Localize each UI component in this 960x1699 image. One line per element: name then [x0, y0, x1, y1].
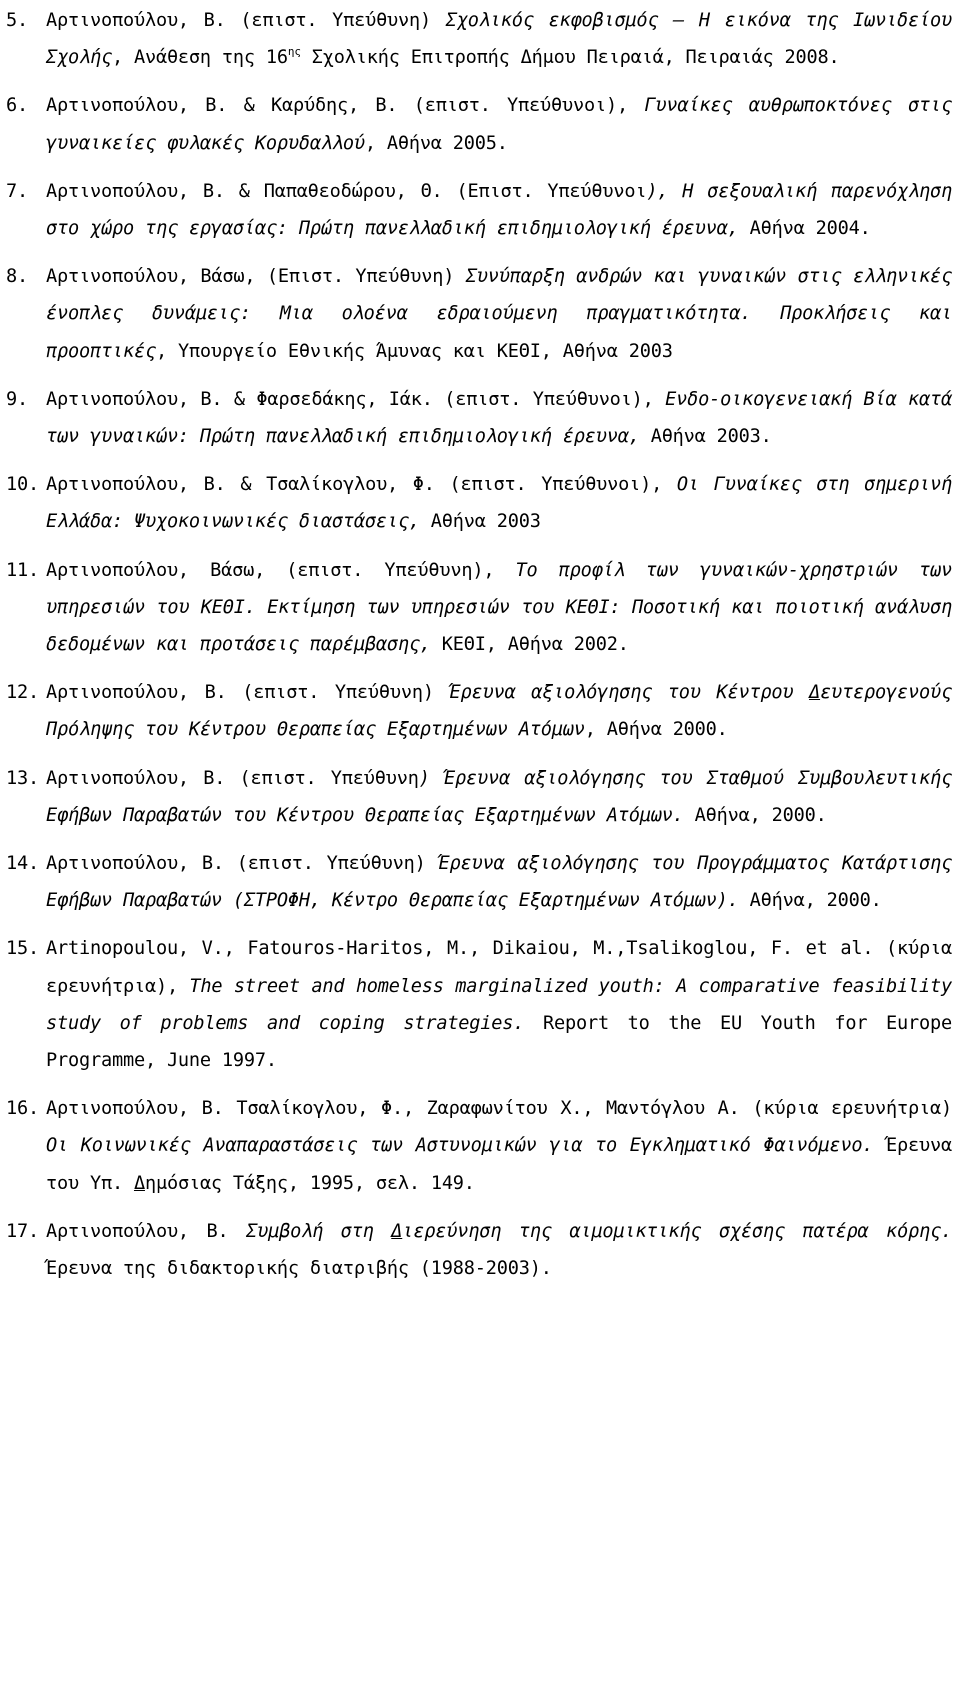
entry-text [46, 768, 952, 826]
italic-title-text: Γυναίκες αυθρωποκτόνες στις γυναικείες φυλακές Κορυδαλλού [46, 95, 952, 154]
entry-text [46, 1098, 952, 1193]
italic-title-text: Ενδο-οικογενειακή Βία κατά των γυναικών: Πρώτη πανελλαδική επιδημιολογική έρευνα, [46, 388, 952, 448]
entry-text [46, 95, 952, 153]
bibliography-entry [6, 552, 952, 664]
plain-text: Αθήνα 2003 [419, 511, 541, 533]
italic-title-text: Το προφίλ των γυναικών-χρηστριών των υπηρεσιών του ΚΕΘΙ. [46, 559, 952, 618]
entry-text [46, 938, 952, 1071]
italic-title-text: Οι Γυναίκες στη σημερινή Ελλάδα: Ψυχοκοινωνικές διαστάσεις, [46, 474, 952, 533]
bibliography-entry [6, 845, 952, 919]
entry-number: 16. [6, 1098, 39, 1120]
bibliography-entry [6, 674, 952, 748]
plain-text: Report to the EU Youth for Europe Programme, June 1997. [46, 1012, 952, 1072]
plain-text: Αθήνα, 2000. [738, 890, 882, 912]
italic-title-text: Έρευνα αξιολόγησης του Προγράμματος Κατάρτισης Εφήβων Παραβατών (ΣΤΡΟΦΗ, Κέντρο Θεραπείας Εξαρτημένων Ατόμων). [46, 853, 952, 912]
plain-text: Αρτινοπούλου, Β. & Τσαλίκογλου, Φ. (επιστ. Υπεύθυνοι), [46, 474, 677, 496]
plain-text: Έρευνα του Υπ. [46, 1135, 952, 1194]
italic-title-text: Συνύπαρξη ανδρών και γυναικών στις ελληνικές ένοπλες δυνάμεις: Μια ολοένα εδραιούμενη πραγματικότητα. [46, 266, 952, 325]
italic-title-text: ευτερογενούς Πρόληψης του Κέντρου Θεραπείας Εξαρτημένων Ατόμων [46, 682, 952, 741]
entry-number: 11. [6, 559, 39, 581]
entry-text [46, 853, 952, 911]
plain-text: Αρτινοπούλου, Β. (επιστ. Υπεύθυνη [46, 767, 419, 789]
plain-text: ΚΕΘΙ, Αθήνα 2002. [430, 634, 629, 656]
plain-text [256, 597, 267, 618]
entry-number: 8. [6, 266, 28, 288]
italic-title-text: Συμβολή στη [246, 1220, 392, 1242]
bibliography-entry [6, 1213, 952, 1287]
italic-title-text: ) Έρευνα αξιολόγησης του Σταθμού Συμβουλευτικής Εφήβων Παραβατών του Κέντρου Θεραπείας Εξαρτημένων Ατόμων. [46, 767, 952, 826]
bibliography-entry [6, 381, 952, 455]
plain-text: Έρευνα της διδακτορικής διατριβής (1988-2003). [46, 1258, 552, 1280]
plain-text: , Υπουργείο Εθνικής Άμυνας και ΚΕΘΙ, Αθήνα 2003 [155, 340, 673, 362]
plain-text: ης [287, 45, 301, 59]
entry-text [46, 389, 952, 447]
italic-title-text: Εκτίμηση των υπηρεσιών του ΚΕΘΙ: Ποσοτική και ποιοτική ανάλυση δεδομένων και προτάσεις παρέμβασης, [46, 596, 952, 656]
italic-title-text: Έρευνα αξιολόγησης του Κέντρου [449, 682, 810, 704]
bibliography-entry [6, 930, 952, 1079]
plain-text: Αρτινοπούλου, Β. (επιστ. Υπεύθυνη) [46, 853, 439, 875]
bibliography-entry [6, 258, 952, 370]
italic-title-text: Σχολικός εκφοβισμός – Η εικόνα της Ιωνιδείου Σχολής [46, 10, 952, 69]
italic-title-text: ), Η σεξουαλική παρενόχληση στο χώρο της εργασίας: Πρώτη πανελλαδική επιδημιολογική έρευνα, [46, 180, 952, 240]
entry-text [46, 266, 952, 361]
entry-text [46, 560, 952, 655]
plain-text: , Ανάθεση της 16 [111, 47, 288, 69]
italic-title-text: Προκλήσεις και προοπτικές [46, 303, 953, 362]
entry-text [46, 10, 952, 68]
plain-text: Αθήνα 2004. [738, 218, 871, 240]
entry-text [46, 181, 952, 239]
entry-number: 12. [6, 682, 39, 704]
italic-title-text: Δ [391, 1220, 403, 1242]
entry-text [46, 682, 952, 740]
plain-text: Αρτινοπούλου, Βάσω, (επιστ. Υπεύθυνη), [46, 559, 516, 581]
entry-number: 14. [6, 853, 39, 875]
entry-number: 10. [6, 474, 39, 496]
italic-title-text: Δ [809, 682, 821, 704]
plain-text: ημόσιας Τάξης, 1995, σελ. 149. [144, 1172, 475, 1194]
plain-text: Αρτινοπούλου, Β. Τσαλίκογλου, Φ., Ζαραφωνίτου Χ., Μαντόγλου Α. (κύρια ερευνήτρια) [46, 1098, 952, 1120]
entry-number: 5. [6, 10, 28, 31]
entry-number: 7. [6, 180, 28, 202]
italic-title-text: ιερεύνηση της αιμομικτικής σχέσης πατέρα κόρης. [402, 1220, 952, 1242]
plain-text: , Αθήνα 2000. [584, 719, 728, 741]
plain-text: Artinopoulou, V., Fatouros-Haritos, M., Dikaiou, M.,Tsalikoglou, F. et al. (κύρια ερευνήτρια), [46, 938, 952, 997]
bibliography-entry [6, 2, 952, 76]
entry-number: 15. [6, 938, 39, 960]
entry-number: 13. [6, 767, 39, 789]
plain-text: , Αθήνα 2005. [364, 132, 508, 154]
plain-text: Αθήνα 2003. [639, 426, 772, 448]
entry-number: 17. [6, 1220, 39, 1242]
entry-number: 9. [6, 388, 28, 410]
plain-text: Αθήνα, 2000. [683, 804, 827, 826]
bibliography-entry [6, 1090, 952, 1202]
plain-text: Αρτινοπούλου, Β. (επιστ. Υπεύθυνη) [46, 10, 446, 31]
plain-text [751, 303, 780, 324]
bibliography-entry [6, 87, 952, 161]
plain-text: Αρτινοπούλου, Β. (επιστ. Υπεύθυνη) [46, 682, 450, 704]
entry-text [46, 1221, 952, 1279]
plain-text: Αρτινοπούλου, Β. & Φαρσεδάκης, Ιάκ. (επιστ. Υπεύθυνοι), [46, 388, 666, 410]
entry-text [46, 474, 952, 532]
plain-text: Σχολικής Επιτροπής Δήμου Πειραιά, Πειραιάς 2008. [300, 47, 840, 69]
italic-title-text: Οι Κοινωνικές Αναπαραστάσεις των Αστυνομικών για το Εγκληματικό Φαινόμενο. [46, 1135, 874, 1157]
bibliography-entry [6, 173, 952, 247]
plain-text: Αρτινοπούλου, Β. [46, 1220, 247, 1242]
bibliography-entry [6, 466, 952, 540]
entry-number: 6. [6, 95, 28, 117]
italic-title-text: The street and homeless marginalized youth: A comparative feasibility study of problems and coping strategies. [46, 975, 952, 1034]
bibliography-entry [6, 760, 952, 834]
plain-text: Αρτινοπούλου, Β. & Καρύδης, Β. (επιστ. Υπεύθυνοι), [46, 95, 645, 117]
plain-text: Δ [133, 1172, 145, 1194]
plain-text: Αρτινοπούλου, Βάσω, (Επιστ. Υπεύθυνη) [46, 266, 466, 288]
plain-text: Αρτινοπούλου, Β. & Παπαθεοδώρου, Θ. (Επιστ. Υπεύθυνοι [46, 180, 647, 202]
